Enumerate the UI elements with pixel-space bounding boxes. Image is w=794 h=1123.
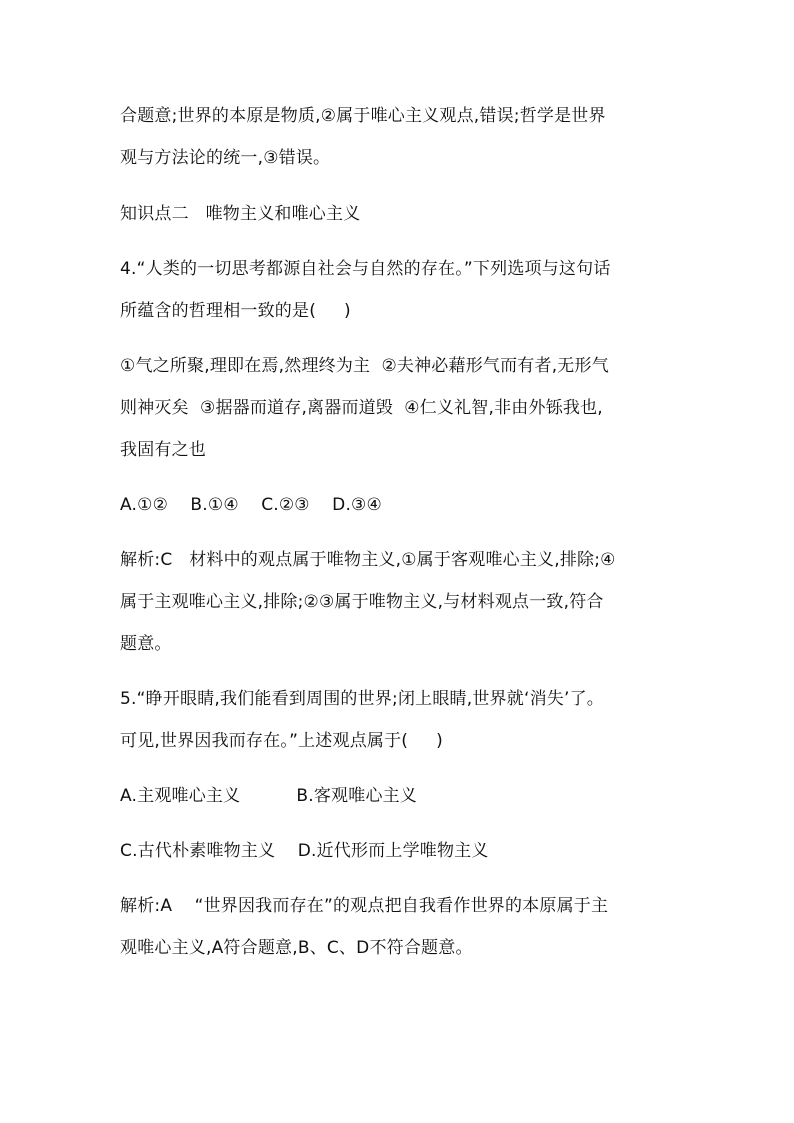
question-4-options: A.①② B.①④ C.②③ D.③④ <box>120 495 382 515</box>
question-4-stem: 所蕴含的哲理相一致的是( ) <box>120 301 351 321</box>
question-4-analysis: 解析:C 材料中的观点属于唯物主义,①属于客观唯心主义,排除;④ <box>120 550 616 570</box>
question-5-analysis: 观唯心主义,A符合题意,B、C、D不符合题意。 <box>120 938 473 958</box>
question-4-statements: 我固有之也 <box>120 440 206 460</box>
question-4-stem: 4.“人类的一切思考都源自社会与自然的存在。”下列选项与这句话 <box>120 259 611 279</box>
section-heading: 知识点二 唯物主义和唯心主义 <box>120 204 361 224</box>
question-5-stem: 5.“睁开眼睛,我们能看到周围的世界;闭上眼睛,世界就‘消失’了。 <box>120 689 604 709</box>
question-5-stem: 可见,世界因我而存在。”上述观点属于( ) <box>120 731 443 751</box>
question-4-statements: ①气之所聚,理即在焉,然理终为主 ②夫神必藉形气而有者,无形气 <box>120 356 609 376</box>
text-line: 合题意;世界的本原是物质,②属于唯心主义观点,错误;哲学是世界 <box>120 106 606 126</box>
question-5-options: C.古代朴素唯物主义 D.近代形而上学唯物主义 <box>120 841 489 861</box>
question-4-analysis: 题意。 <box>120 634 172 654</box>
question-5-analysis: 解析:A “世界因我而存在”的观点把自我看作世界的本原属于主 <box>120 896 609 916</box>
question-5-options: A.主观唯心主义 B.客观唯心主义 <box>120 786 418 806</box>
question-4-analysis: 属于主观唯心主义,排除;②③属于唯物主义,与材料观点一致,符合 <box>120 592 604 612</box>
text-line: 观与方法论的统一,③错误。 <box>120 148 331 168</box>
question-4-statements: 则神灭矣 ③据器而道存,离器而道毁 ④仁义礼智,非由外铄我也, <box>120 398 603 418</box>
